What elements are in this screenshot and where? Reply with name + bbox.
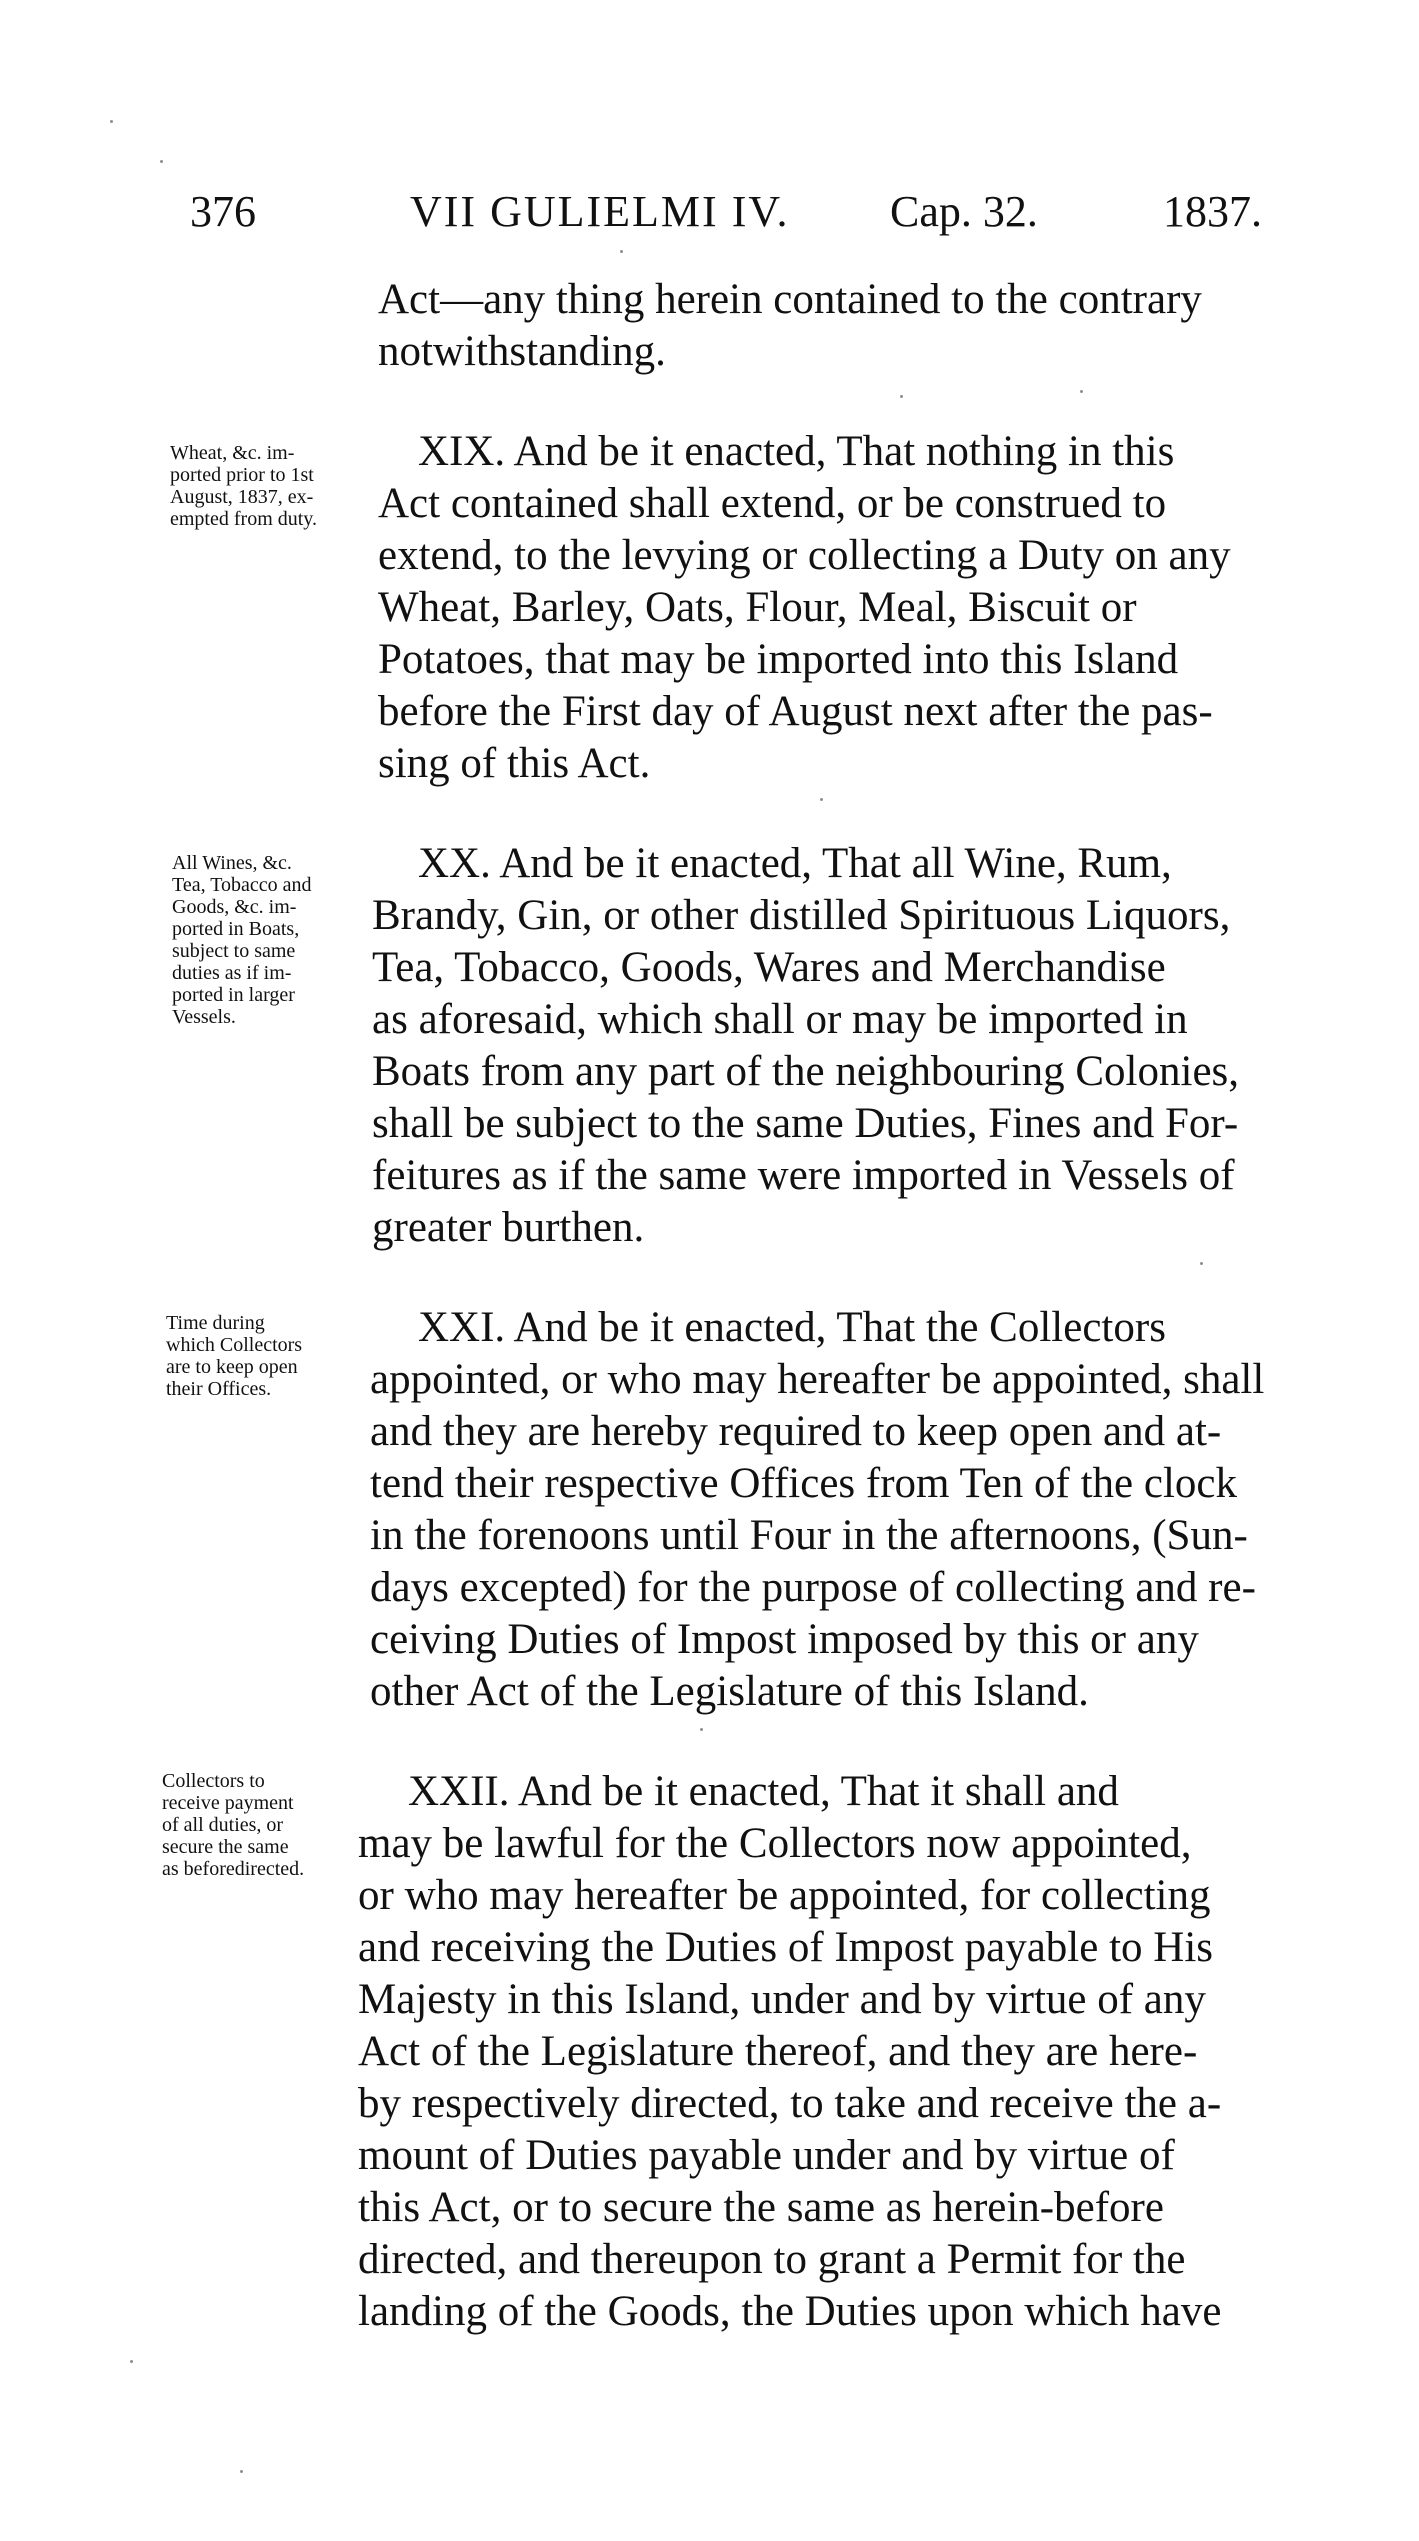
text-line: Wheat, Barley, Oats, Flour, Meal, Biscuit or xyxy=(378,584,1137,631)
scan-speck xyxy=(160,160,163,163)
margin-note-line: All Wines, &c. xyxy=(172,852,292,874)
text-line: Boats from any part of the neighbouring Colonies, xyxy=(372,1048,1240,1095)
reign-title: VII GULIELMI IV. xyxy=(410,187,790,236)
text-line: Act—any thing herein contained to the contrary xyxy=(378,276,1202,323)
margin-note-line: Collectors to xyxy=(162,1770,265,1792)
text-line: in the forenoons until Four in the afternoons, (Sun- xyxy=(370,1512,1248,1559)
margin-note-line: are to keep open xyxy=(166,1356,298,1378)
section-xix-heading-line: XIX. And be it enacted, That nothing in this xyxy=(418,428,1175,475)
text-line: landing of the Goods, the Duties upon which have xyxy=(358,2288,1222,2335)
text-line: greater burthen. xyxy=(372,1204,645,1251)
margin-note-line: receive payment xyxy=(162,1792,294,1814)
text-line: Potatoes, that may be imported into this Island xyxy=(378,636,1179,683)
text-line: Tea, Tobacco, Goods, Wares and Merchandise xyxy=(372,944,1166,991)
text-line: Brandy, Gin, or other distilled Spirituous Liquors, xyxy=(372,892,1231,939)
running-header xyxy=(190,182,1262,242)
text-line: may be lawful for the Collectors now appointed, xyxy=(358,1820,1192,1867)
scan-speck xyxy=(1080,390,1083,393)
text-line: directed, and thereupon to grant a Permit for the xyxy=(358,2236,1186,2283)
margin-note-line: Time during xyxy=(166,1312,265,1334)
scan-speck xyxy=(130,2360,133,2363)
margin-note-line: secure the same xyxy=(162,1836,289,1858)
text-line: days excepted) for the purpose of collecting and re- xyxy=(370,1564,1256,1611)
margin-note-line: duties as if im- xyxy=(172,962,292,984)
margin-note-line: of all duties, or xyxy=(162,1814,284,1836)
scan-speck xyxy=(820,798,823,801)
text-line: Act of the Legislature thereof, and they are here- xyxy=(358,2028,1198,2075)
text-line: Majesty in this Island, under and by virtue of any xyxy=(358,1976,1206,2023)
scan-speck xyxy=(900,395,903,398)
text-line: extend, to the levying or collecting a Duty on any xyxy=(378,532,1231,579)
margin-note-line: Wheat, &c. im- xyxy=(170,442,295,464)
scan-speck xyxy=(110,120,113,123)
text-line: shall be subject to the same Duties, Fines and For- xyxy=(372,1100,1239,1147)
section-xxi-heading-line: XXI. And be it enacted, That the Collectors xyxy=(418,1304,1166,1351)
text-line: as aforesaid, which shall or may be imported in xyxy=(372,996,1188,1043)
year-label: 1837. xyxy=(1163,187,1262,236)
text-line: notwithstanding. xyxy=(378,328,666,375)
text-line: ceiving Duties of Impost imposed by this or any xyxy=(370,1616,1199,1663)
text-line: and they are hereby required to keep open and at- xyxy=(370,1408,1222,1455)
text-line: by respectively directed, to take and receive the a- xyxy=(358,2080,1222,2127)
margin-note-line: as beforedirected. xyxy=(162,1858,305,1880)
margin-note-line: ported in Boats, xyxy=(172,918,300,940)
text-line: feitures as if the same were imported in Vessels of xyxy=(372,1152,1235,1199)
margin-note-line: ported prior to 1st xyxy=(170,464,314,486)
text-line: this Act, or to secure the same as herein-before xyxy=(358,2184,1164,2231)
scan-speck xyxy=(700,1728,703,1731)
margin-note-line: subject to same xyxy=(172,940,296,962)
text-line: before the First day of August next after the pas- xyxy=(378,688,1213,735)
margin-note-line: August, 1837, ex- xyxy=(170,486,314,508)
text-line: mount of Duties payable under and by virtue of xyxy=(358,2132,1175,2179)
text-line: appointed, or who may hereafter be appointed, shall xyxy=(370,1356,1265,1403)
section-xxii-heading-line: XXII. And be it enacted, That it shall and xyxy=(408,1768,1119,1815)
chapter-label: Cap. 32. xyxy=(890,187,1038,236)
margin-note-line: Goods, &c. im- xyxy=(172,896,297,918)
text-line: or who may hereafter be appointed, for collecting xyxy=(358,1872,1211,1919)
text-line: tend their respective Offices from Ten of the clock xyxy=(370,1460,1238,1507)
margin-note-line: which Collectors xyxy=(166,1334,303,1356)
margin-note-line: ported in larger xyxy=(172,984,295,1006)
margin-note-line: empted from duty. xyxy=(170,508,318,530)
margin-note-line: Vessels. xyxy=(172,1006,236,1028)
scan-speck xyxy=(620,250,623,253)
page-number: 376 xyxy=(190,187,256,236)
scan-speck xyxy=(1200,1262,1203,1265)
text-line: Act contained shall extend, or be construed to xyxy=(378,480,1167,527)
text-line: other Act of the Legislature of this Island. xyxy=(370,1668,1089,1715)
margin-note-line: their Offices. xyxy=(166,1378,272,1400)
text-line: sing of this Act. xyxy=(378,740,651,787)
margin-note-line: Tea, Tobacco and xyxy=(172,874,312,896)
scan-speck xyxy=(240,2470,243,2473)
text-line: and receiving the Duties of Impost payable to His xyxy=(358,1924,1214,1971)
section-xx-heading-line: XX. And be it enacted, That all Wine, Rum, xyxy=(418,840,1172,887)
